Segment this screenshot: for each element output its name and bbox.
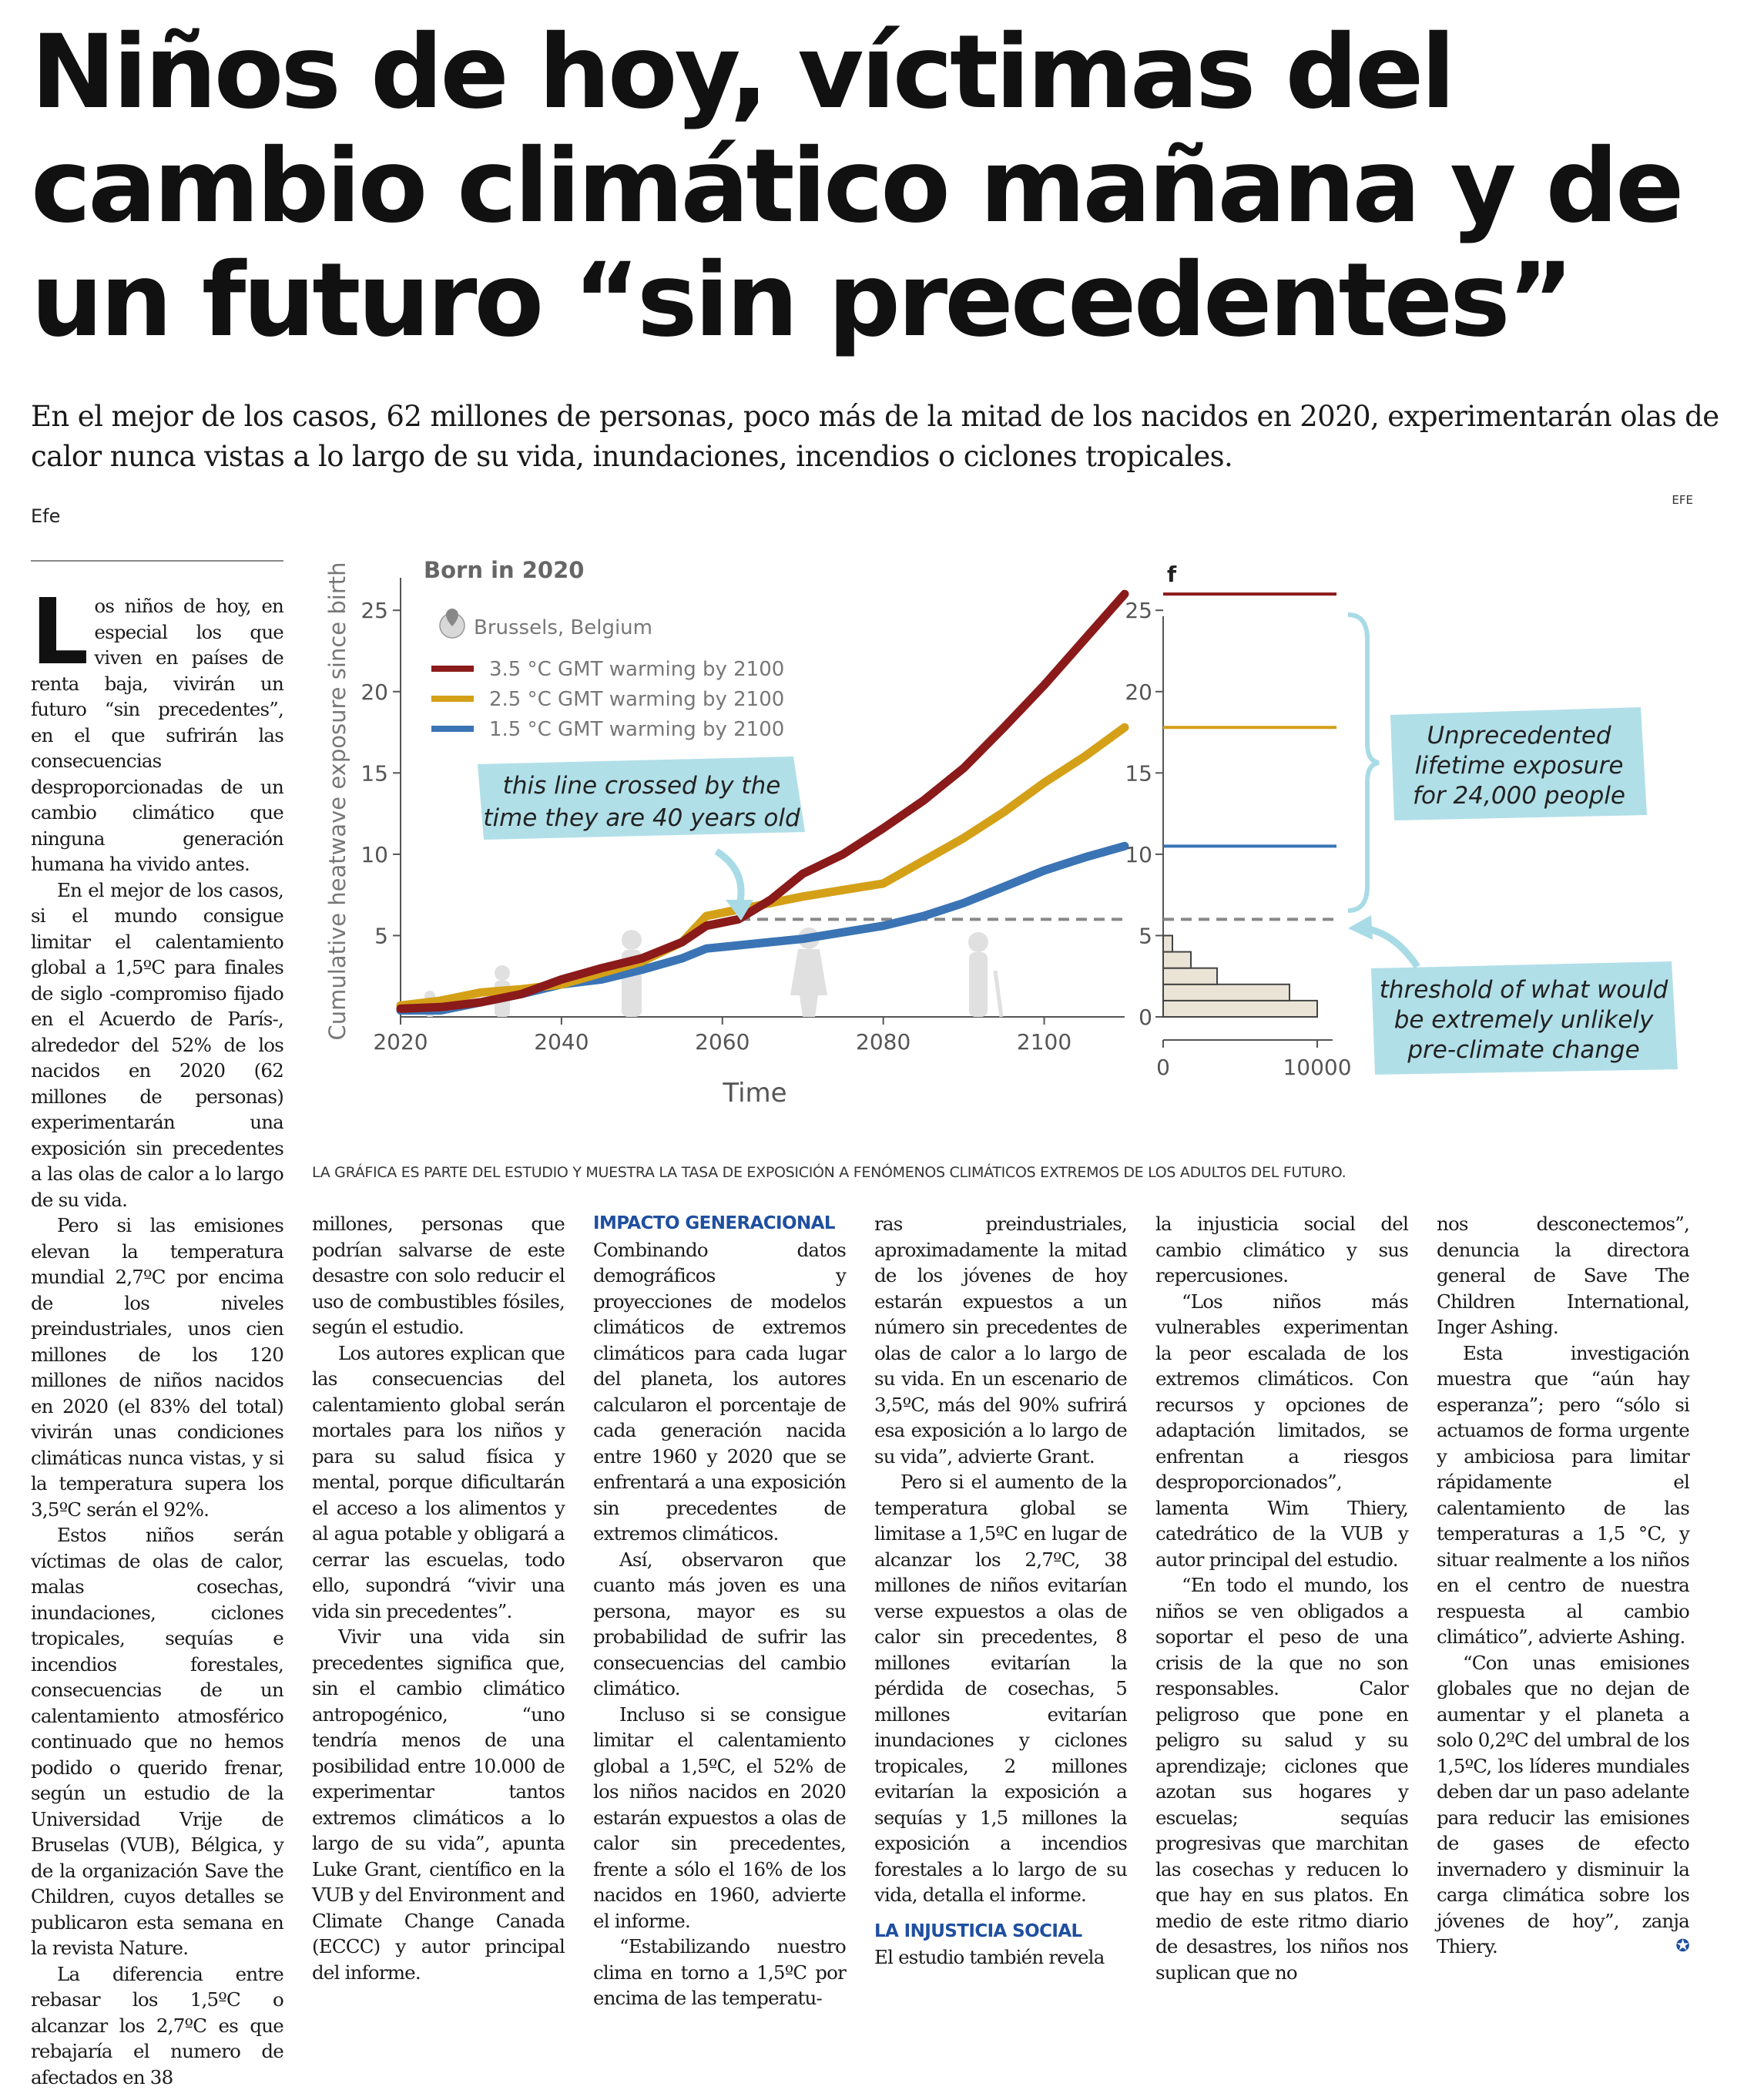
paragraph: ras preindustriales, aproximadamente la mitad de los jóvenes de hoy estarán expuestos a un número sin precedentes de olas de calor a lo largo de su vida. En un escenario de 3,5ºC, más del 90% sufrirá esa exposición a lo largo de su vida”, advierte Grant. (874, 1211, 1127, 1469)
paragraph: “Estabilizando nuestro clima en torno a 1,5ºC por encima de las temperatu- (593, 1934, 846, 2011)
column-2 (312, 1211, 565, 1966)
paragraph: Así, observaron que cuanto más joven es una persona, mayor es su probabilidad de sufrir las consecuencias del cambio climático. (593, 1547, 846, 1702)
brace (1348, 615, 1379, 911)
paragraph-text: os niños de hoy, en especial los que viven en países de renta baja, vivirán un futuro “sin precedentes”, en el que sufrirán las consecuencias desproporcionadas de un cambio climático que ninguna generación humana ha vivido antes. (31, 595, 283, 875)
section-heading-impacto: IMPACTO GENERACIONAL (593, 1211, 846, 1237)
callout-threshold (1348, 915, 1678, 1075)
panel-f-histogram (1163, 935, 1317, 1017)
section-heading-injusticia: LA INJUSTICIA SOCIAL (874, 1919, 1127, 1945)
svg-text:be extremely unlikely: be extremely unlikely (1394, 1006, 1654, 1034)
column-4 (874, 1211, 1127, 1966)
panel-f-y-tick-label: 10 (1125, 842, 1152, 867)
paragraph: Incluso si se consigue limitar el calentamiento global a 1,5ºC, el 52% de los niños nacidos en 2020 estarán expuestos a olas de calor sin precedentes, frente a sólo el 16% de los nacidos en 1960, advierte el informe. (593, 1702, 846, 1934)
y-tick-label: 15 (361, 760, 388, 786)
legend-label-35: 3.5 °C GMT warming by 2100 (489, 658, 784, 681)
x-tick-label: 2080 (856, 1029, 911, 1055)
column-6 (1437, 1211, 1689, 1966)
paragraph: La diferencia entre rebasar los 1,5ºC o alcanzar los 2,7ºC es que rebajaría el numero de afectados en 38 (31, 1961, 283, 2090)
panel-f-hist-bar (1163, 935, 1172, 951)
paragraph: “Los niños más vulnerables experimentan la peor escalada de los extremos climáticos. Con recursos y opciones de adaptación limitados, se enfrentan a riesgos desproporcionados”, lamenta Wim Thiery, catedrático de la VUB y autor principal del estudio. (1155, 1289, 1408, 1573)
byline-rule (31, 560, 283, 562)
paragraph: “En todo el mundo, los niños se ven obligados a soportar el peso de una crisis de la que no son responsables. Calor peligroso que pone en peligro su salud y su aprendizaje; ciclones que azotan sus hogares y escuelas; sequías progresivas que marchitan las cosechas y reducen lo que hay en sus platos. En medio de este ritmo diario de desastres, los niños nos suplican que no (1155, 1572, 1408, 1985)
svg-text:time they are 40 years old: time they are 40 years old (483, 804, 800, 832)
callout-crossed (478, 756, 805, 921)
panel-f-hist-bar (1163, 985, 1289, 1001)
x-ticks (373, 1017, 1071, 1055)
paragraph: Esta investigación muestra que “aún hay esperanza”; pero “sólo si actuamos de forma urgente y ambiciosa para limitar rápidamente el calentamiento de las temperaturas a 1,5 °C, y situar realmente a los niños en el centro de nuestra respuesta al cambio climático”, advierte Ashing. (1437, 1340, 1689, 1650)
column-5 (1155, 1211, 1408, 1966)
y-ticks (361, 598, 401, 948)
y-tick-label: 10 (361, 842, 388, 867)
panel-f-y-tick-label: 0 (1139, 1005, 1152, 1030)
chart-title: Born in 2020 (424, 557, 584, 583)
panel-f-x-tick-label: 0 (1156, 1055, 1170, 1080)
x-tick-label: 2040 (534, 1029, 589, 1055)
panel-f-levels (1163, 594, 1336, 846)
y-tick-label: 5 (374, 923, 388, 948)
chart (300, 555, 1725, 1156)
panel-f-y-tick-label: 25 (1125, 598, 1152, 623)
paragraph-text: “Con unas emisiones globales que no dejan de aumentar y el planeta a solo 0,2ºC del umbral de los 1,5ºC, los líderes mundiales deben dar un paso adelante para reducir las emisiones de gases de efecto invernadero y disminuir la carga climática sobre los jóvenes de hoy”, zanja Thiery. (1437, 1652, 1689, 1958)
svg-text:pre-climate change: pre-climate change (1407, 1036, 1639, 1064)
x-tick-label: 2060 (695, 1029, 750, 1055)
panel-f-label: f (1167, 562, 1177, 587)
panel-f-x-tick-label: 10000 (1283, 1055, 1351, 1080)
legend-label-15: 1.5 °C GMT warming by 2100 (489, 718, 784, 741)
svg-text:for 24,000 people: for 24,000 people (1413, 782, 1625, 810)
panel-f-x-ticks (1156, 1040, 1351, 1080)
paragraph: Pero si las emisiones elevan la temperatura mundial 2,7ºC por encima de los niveles preindustriales, unos cien millones de los 120 millones de niños nacidos en 2020 (el 83% del total) vivirán unas condiciones climáticas nunca vistas, y si la temperatura supera los 3,5ºC serán el 92%. (31, 1213, 283, 1522)
drop-cap: L (31, 596, 88, 667)
panel-f-y-tick-label: 20 (1125, 679, 1152, 705)
y-axis-label: Cumulative heatwave exposure since birth (324, 562, 350, 1041)
paragraph: En el mejor de los casos, si el mundo consigue limitar el calentamiento global a 1,5ºC para finales de siglo -compromiso fijado en el Acuerdo de París-, alrededor del 52% de los nacidos en 2020 (62 millones de personas) experimentarán una exposición sin precedentes a las olas de calor a lo largo de su vida. (31, 877, 283, 1213)
x-axis-label: Time (722, 1078, 786, 1109)
svg-text:this line crossed by the: this line crossed by the (503, 772, 781, 800)
byline: Efe (31, 505, 60, 527)
chart-location: Brussels, Belgium (474, 616, 652, 639)
panel-f-y-ticks (1125, 598, 1163, 1030)
y-tick-label: 20 (361, 679, 388, 705)
svg-text:lifetime exposure: lifetime exposure (1415, 752, 1624, 780)
column-1 (31, 593, 283, 1964)
paragraph (31, 593, 283, 877)
paragraph: la injusticia social del cambio climático y sus repercusiones. (1155, 1211, 1408, 1289)
x-tick-label: 2020 (373, 1029, 428, 1055)
panel-f-hist-bar (1163, 1001, 1317, 1017)
panel-f-hist-bar (1163, 952, 1191, 968)
headline: Niños de hoy, víctimas del cambio climático mañana y de un futuro “sin precedentes” (31, 15, 1725, 357)
paragraph: Vivir una vida sin precedentes significa que, sin el cambio climático antropogénico, “uno tendría menos de una posibilidad entre 10.000 de experimentar tantos extremos climáticos a lo largo de su vida”, apunta Luke Grant, científico en la VUB y del Environment and Climate Change Canada (ECCC) y autor principal del informe. (312, 1624, 565, 1985)
callout-unprecedented (1390, 707, 1647, 820)
panel-f-y-tick-label: 15 (1125, 760, 1152, 786)
column-3 (593, 1211, 846, 1966)
paragraph: Combinando datos demográficos y proyecciones de modelos climáticos de extremos climáticos para cada lugar del planeta, los autores calcularon el porcentaje de cada generación nacida entre 1960 y 2020 que se enfrentará a una exposición sin precedentes de extremos climáticos. (593, 1237, 846, 1547)
paragraph: Estos niños serán víctimas de olas de calor, malas cosechas, inundaciones, ciclones tropicales, sequías e incendios forestales, consecuencias de un calentamiento atmosférico continuado que no hemos podido o querido frenar, según un estudio de la Universidad Vrije de Bruselas (VUB), Bélgica, y de la organización Save the Children, cuyos detalles se publicaron esta semana en la revista Nature. (31, 1522, 283, 1961)
paragraph (1437, 1650, 1689, 1960)
photo-credit: EFE (1672, 493, 1693, 507)
people-silhouettes (424, 928, 1001, 1017)
paragraph: El estudio también revela (874, 1944, 1127, 1971)
deck: En el mejor de los casos, 62 millones de personas, poco más de la mitad de los nacidos en 2020, experimentarán olas de calor nunca vistas a lo largo de su vida, inundaciones, incendios o ciclones tropicales. (31, 397, 1725, 477)
panel-f-hist-bar (1163, 968, 1217, 985)
svg-text:threshold of what would: threshold of what would (1380, 976, 1668, 1004)
chart-caption: LA GRÁFICA ES PARTE DEL ESTUDIO Y MUESTRA LA TASA DE EXPOSICIÓN A FENÓMENOS CLIMÁTICOS EXTREMOS DE LOS ADULTOS DEL FUTURO. (312, 1164, 1722, 1181)
end-mark-icon: ✪ (1649, 1934, 1689, 1960)
chart-svg (300, 555, 1725, 1156)
paragraph: Los autores explican que las consecuencias del calentamiento global serán mortales para los niños y para su salud física y mental, porque dificultarán el acceso a los alimentos y al agua potable y obligará a cerrar las escuelas, todo ello, supondrá “vivir una vida sin precedentes”. (312, 1340, 565, 1625)
legend-label-25: 2.5 °C GMT warming by 2100 (489, 688, 784, 711)
paragraph: millones, personas que podrían salvarse de este desastre con solo reducir el uso de combustibles fósiles, según el estudio. (312, 1211, 565, 1340)
x-tick-label: 2100 (1017, 1029, 1071, 1055)
panel-f-y-tick-label: 5 (1139, 923, 1152, 948)
svg-text:Unprecedented: Unprecedented (1427, 722, 1611, 750)
y-tick-label: 25 (361, 598, 388, 623)
paragraph: nos desconectemos”, denuncia la directora general de Save The Children International, Inger Ashing. (1437, 1211, 1689, 1340)
paragraph: Pero si el aumento de la temperatura global se limitase a 1,5ºC en lugar de alcanzar los 2,7ºC, 38 millones de niños evitarían verse expuestos a olas de calor sin precedentes, 8 millones evitarían la pérdida de cosechas, 5 millones evitarían inundaciones y ciclones tropicales, 2 millones evitarían la exposición a sequías y 1,5 millones la exposición a incendios forestales a lo largo de su vida, detalla el informe. (874, 1469, 1127, 1908)
